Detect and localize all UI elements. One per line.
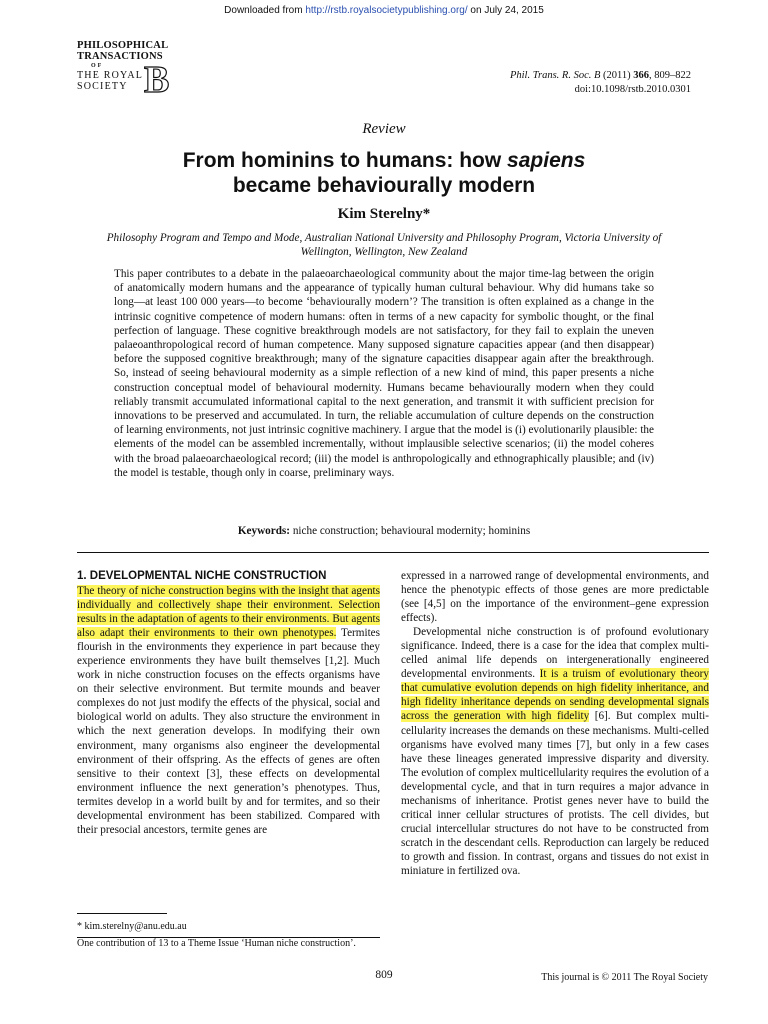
title-part-2: became behaviourally modern	[232, 174, 536, 197]
citation-volume: 366	[633, 70, 649, 81]
page-number: 809	[375, 969, 393, 981]
journal-logo	[77, 40, 187, 100]
logo-b-letter: B	[144, 59, 170, 101]
source-url-link[interactable]: http://rstb.royalsocietypublishing.org/	[305, 5, 468, 16]
citation-block	[510, 69, 691, 97]
left-column	[77, 569, 380, 837]
right-p2-pre: Developmental niche construction is of profound evolutionary significance. Indeed, there is a case for the idea that complex multi-celled animal life depends on intergenerationally engineered developmental environments.	[401, 626, 709, 681]
journal-name: Phil. Trans. R. Soc. B	[509, 70, 601, 81]
footnote-divider	[77, 913, 167, 914]
footnote-note: One contribution of 13 to a Theme Issue ‘Human niche construction’.	[77, 938, 356, 949]
citation-pages: , 809–822	[649, 70, 691, 81]
right-paragraph-2	[401, 625, 709, 878]
download-prefix: Downloaded from	[224, 5, 306, 16]
right-column	[401, 569, 709, 878]
article-title	[0, 148, 768, 198]
citation-year: (2011)	[600, 70, 634, 81]
author-name: Kim Sterelny*	[337, 206, 431, 222]
highlighted-passage-2: It is a truism of evolutionary theory that cumulative evolution depends on high fidelity inheritance, and high fidelity inheritance depends on sending developmental signals across the generation with high fidelity	[401, 668, 709, 723]
keywords	[0, 525, 768, 537]
logo-line-3: OF	[91, 63, 104, 69]
citation-line	[510, 69, 691, 83]
keywords-label: Keywords:	[237, 525, 291, 537]
copyright: This journal is © 2011 The Royal Society	[541, 972, 708, 983]
section-heading: 1. DEVELOPMENTAL NICHE CONSTRUCTION	[77, 570, 327, 582]
doi: doi:10.1098/rstb.2010.0301	[574, 84, 691, 95]
keywords-text: niche construction; behavioural modernity; hominins	[290, 525, 531, 537]
logo-line-1: PHILOSOPHICAL	[77, 40, 169, 51]
title-italic: sapiens	[507, 149, 586, 172]
logo-line-5: SOCIETY	[77, 81, 128, 92]
logo-line-2: TRANSACTIONS	[77, 51, 163, 62]
section-divider	[77, 552, 709, 553]
logo-line-4: THE ROYAL	[77, 70, 144, 81]
left-paragraph	[77, 584, 380, 837]
right-p2-post: [6]. But complex multi-cellularity increases the demands on these mechanisms. Multi-celled organisms have evolved many times [7], but only in a few cases have these lineages generated impressive disparity and diversity. The evolution of complex multicellularity requires the evolution of a developmental cycle, and that in turn requires a major advance in mechanisms of inheritance. Protist genes never have to build the critical inner cellular structures of protists. The cell divides, but crucial intercellular structures do not have to be constructed from scratch in the descendant cells. Reproduction can largely be reduced to growth and fission. In contrast, organs and tissues do not exist in miniature in fertilized ova.	[401, 710, 710, 877]
article-type: Review	[362, 121, 406, 137]
download-notice	[0, 5, 768, 16]
download-suffix: on July 24, 2015	[467, 5, 544, 16]
highlighted-passage-1: The theory of niche construction begins with the insight that agents individually and collectively shape their environment. Selection results in the adaptation of agents to their environments. But agents also adapt their environments to their own phenotypes.	[77, 585, 380, 640]
abstract: This paper contributes to a debate in the palaeoarchaeological community about the major time-lag between the origin of anatomically modern humans and the appearance of typically human cultural behaviour. Why did humans take so long—at least 100 000 years—to become ‘behaviourally modern’? The transition is often explained as a change in the intrinsic cognitive competence of modern humans: often in terms of a new capacity for symbolic thought, or the final perfection of language. These cognitive breakthrough models are not satisfactory, for they fail to explain the uneven palaeoanthropological record of human competence. Many supposed signature capacities appear (and then disappear) before the supposed cognitive breakthrough; many of the signature capacities disappear again after the breakthrough. So, instead of seeing behavioural modernity as a simple reflection of a new kind of mind, this paper presents a niche construction conceptual model of behavioural modernity. Humans became behaviourally modern when they could reliably transmit accumulated informational capital to the next generation, and transmit it with sufficient precision for innovations to be preserved and accumulated. In turn, the reliable accumulation of culture depends on the construction of learning environments, not just intrinsic cognitive machinery. I argue that the model is (i) evolutionarily plausible: the elements of the model can be assembled incrementally, without implausible selective scenarios; (ii) the model coheres with the broad palaeoarchaeological record; (iii) the model is anthropologically and ethnographically plausible; and (iv) the model is testable, though only in coarse, preliminary ways.	[114, 268, 654, 479]
left-body-text: Termites flourish in the environments they experience in part because they experience environments they have built themselves [1,2]. Much work in niche construction focuses on the effects organisms have on their selective environment. But termite mounds and beaver complexes do not just modify the effects of the physical, social and biological world on adults. They also structure the environment in which the next generation develops. In modifying their own environment, many organisms also engineer the developmental environment of their offspring. As the effects of genes are often sensitive to their context [3], these effects on developmental environment influence the next generation’s phenotypes. Thus, termites develop in a world built by and for termites, and so their developmental environment has been stabilized. Compared with their presocial ancestors, termite genes are	[77, 627, 380, 836]
footnote-email: * kim.sterelny@anu.edu.au	[77, 921, 187, 932]
title-part-1: From hominins to humans: how	[182, 149, 508, 172]
affiliation: Philosophy Program and Tempo and Mode, Australian National University and Philosophy Program, Victoria University of Wellington, Wellington, New Zealand	[106, 232, 662, 258]
right-paragraph-1: expressed in a narrowed range of developmental environments, and hence the phenotypic effects of those genes are more predictable (see [4,5] on the importance of the environment–gene expression effects).	[401, 570, 709, 625]
